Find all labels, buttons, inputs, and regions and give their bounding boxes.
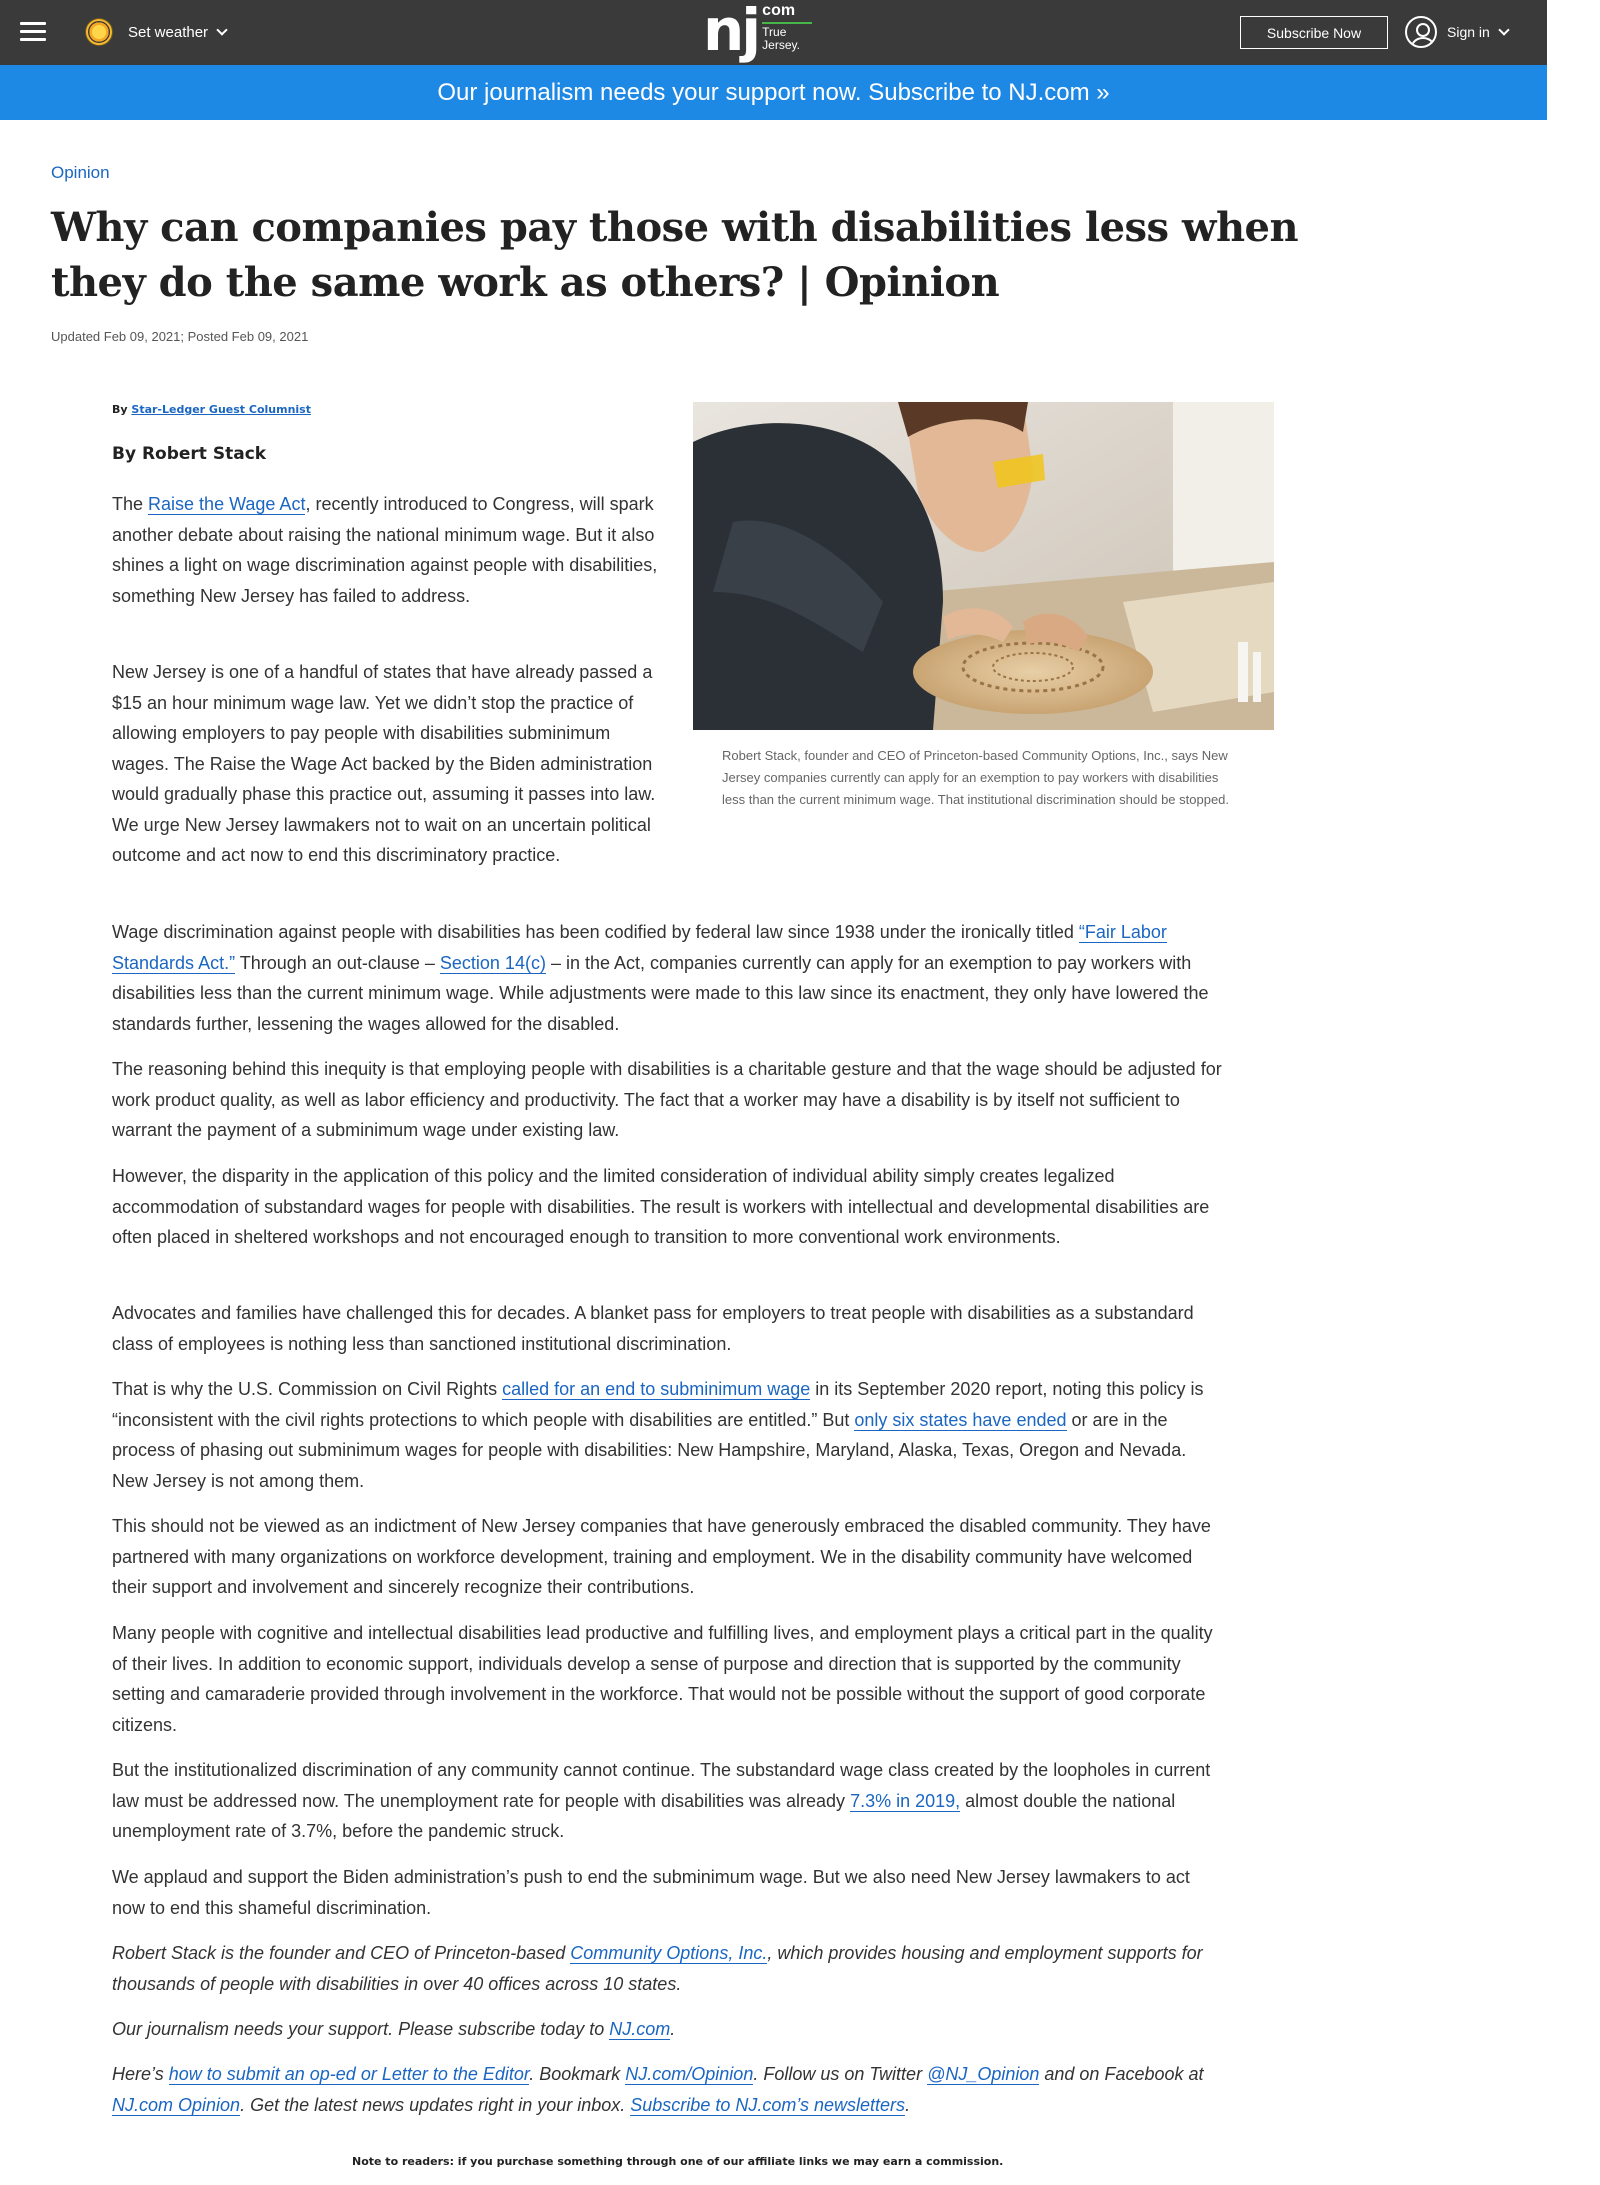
- p3-text-2: Through an out-clause –: [235, 952, 440, 973]
- twitter-handle-link[interactable]: @NJ_Opinion: [927, 2064, 1040, 2084]
- p7-text-1: That is why the U.S. Commission on Civil Rights: [112, 1379, 503, 1399]
- logo-tag-line1: True: [762, 25, 787, 39]
- subscribe-banner[interactable]: Our journalism needs your support now. Subscribe to NJ.com »: [0, 65, 1547, 120]
- newsletters-link[interactable]: Subscribe to NJ.com’s newsletters: [630, 2094, 906, 2115]
- logo-tag-line2: Jersey.: [762, 38, 800, 52]
- paragraph-2: New Jersey is one of a handful of states that have already passed a $15 an hour minimum wage law. Yet we didn’t stop the practice of allowing employers to pay people with disabilities subminimum wages. The Raise the Wage Act backed by the Biden administration would gradually phase this practice out, assuming it passes into law. We urge New Jersey lawmakers not to wait on an uncertain political outcome and act now to end this discriminatory practice.: [112, 662, 656, 865]
- p14-text-3: . Follow us on Twitter: [753, 2064, 928, 2084]
- photo-caption: Robert Stack, founder and CEO of Princeton-based Community Options, Inc., says New Jersey companies currently can apply for an exemption to pay workers with disabilities less than the current minimum wage. That institutional discrimination should be stopped.: [722, 748, 1230, 807]
- paragraph-3: [112, 917, 1222, 1039]
- paragraph-5: However, the disparity in the application of this policy and the limited consideration of individual ability simply creates legalized accommodation of substandard wages for people with disabilities. The result is workers with intellectual and developmental disabilities are often placed in sheltered workshops and not encouraged enough to transition to more conventional work environments.: [112, 1166, 1210, 1247]
- paragraph-4: The reasoning behind this inequity is that employing people with disabilities is a charitable gesture and that the wage should be adjusted for work product quality, as well as labor efficiency and productivity. The fact that a worker may have a disability is by itself not sufficient to warrant the payment of a subminimum wage under existing law.: [112, 1059, 1222, 1140]
- nj-logo[interactable]: [703, 2, 812, 62]
- section-14c-link[interactable]: Section 14(c): [439, 952, 546, 973]
- p7-text-2: in its September 2020 report, noting this policy is “inconsistent with the civil rights protections to which people with disabilities are entitled.” But: [112, 1379, 1204, 1430]
- fair-labor-standards-act-link[interactable]: “Fair Labor Standards Act.”: [112, 922, 1167, 973]
- chevron-down-icon: [1498, 24, 1509, 35]
- p10-text-2: almost double the national unemployment rate of 3.7%, before the pandemic struck.: [112, 1790, 1176, 1841]
- community-options-link[interactable]: Community Options, Inc.: [570, 1943, 768, 1963]
- p3-text-1: Wage discrimination against people with disabilities has been codified by federal law since 1938 under the ironically titled: [112, 922, 1079, 942]
- paragraph-1: [112, 489, 672, 611]
- nj-com-link[interactable]: NJ.com: [609, 2019, 671, 2039]
- p3-text-3: – in the Act, companies currently can apply for an exemption to pay workers with disabilities less than the current minimum wage. While adjustments were made to this law since its enactment, they only have lowered the standards further, lessening the wages allowed for the disabled.: [112, 952, 1209, 1034]
- raise-the-wage-act-link[interactable]: Raise the Wage Act: [148, 494, 306, 514]
- paragraph-8: This should not be viewed as an indictment of New Jersey companies that have generously embraced the disabled community. They have partnered with many organizations on workforce development, training and employment. We in the disability community have welcomed their support and involvement and sincerely recognize their contributions.: [112, 1516, 1211, 1597]
- p14-text-6: .: [905, 2094, 911, 2115]
- logo-com: com: [762, 2, 796, 19]
- sign-in-label: Sign in: [1447, 24, 1490, 40]
- chevron-down-icon: [216, 24, 227, 35]
- paragraph-13: [112, 2014, 1222, 2045]
- p13-text-2: .: [670, 2019, 676, 2039]
- subscribe-now-button[interactable]: Subscribe Now: [1240, 16, 1388, 49]
- paragraph-6: Advocates and families have challenged this for decades. A blanket pass for employers to treat people with disabilities as a substandard class of employees is nothing less than sanctioned institutional discrimination.: [112, 1303, 1194, 1354]
- site-header: [0, 0, 1547, 65]
- p13-text-1: Our journalism needs your support. Please subscribe today to: [112, 2019, 610, 2039]
- p14-text-2: . Bookmark: [529, 2064, 626, 2084]
- paragraph-9: Many people with cognitive and intellectual disabilities lead productive and fulfilling lives, and employment plays a critical part in the quality of their lives. In addition to economic support, individuals develop a sense of purpose and direction that is supported by the community setting and camaraderie provided through involvement in the workforce. That would not be possible without the support of good corporate citizens.: [112, 1623, 1213, 1735]
- paragraph-7: [112, 1374, 1222, 1496]
- author-line: By Robert Stack: [112, 444, 267, 464]
- sun-icon: [86, 19, 112, 45]
- paragraph-14: [112, 2059, 1222, 2120]
- p10-text-1: But the institutionalized discrimination of any community cannot continue. The substandard wage class created by the loopholes in current law must be addressed now. The unemployment rate for people with disabilities was already: [112, 1760, 1211, 1811]
- affiliate-note: Note to readers: if you purchase something through one of our affiliate links we may earn a commission.: [352, 2155, 1004, 2168]
- p7-text-3: or are in the process of phasing out subminimum wages for people with disabilities: New Hampshire, Maryland, Alaska, Texas, Oregon and Nevada. New Jersey is not among them.: [112, 1409, 1187, 1491]
- nj-opinion-bookmark-link[interactable]: NJ.com/Opinion: [625, 2064, 754, 2084]
- logo-tagline: [762, 22, 812, 52]
- byline: [112, 403, 311, 416]
- set-weather-button[interactable]: [86, 18, 226, 46]
- submit-op-ed-link[interactable]: how to submit an op-ed or Letter to the Editor: [168, 2064, 530, 2084]
- article-headline: Why can companies pay those with disabilities less when they do the same work as others? | Opinion: [51, 204, 1299, 306]
- paragraph-10: [112, 1755, 1222, 1847]
- p12-text-1: Robert Stack is the founder and CEO of Princeton-based: [112, 1943, 571, 1963]
- p12-text-2: , which provides housing and employment supports for thousands of people with disabilities in over 40 offices across 10 states.: [112, 1943, 1203, 1994]
- weather-label: Set weather: [128, 23, 209, 41]
- user-icon: [1405, 16, 1437, 48]
- p14-text-1: Here’s: [112, 2064, 169, 2084]
- byline-author-link[interactable]: Star-Ledger Guest Columnist: [131, 403, 311, 416]
- logo-main: nj: [703, 0, 759, 64]
- facebook-link[interactable]: NJ.com Opinion: [112, 2094, 241, 2115]
- paragraph-11: We applaud and support the Biden administration’s push to end the subminimum wage. But we also need New Jersey lawmakers to act now to end this shameful discrimination.: [112, 1867, 1190, 1918]
- called-for-end-link[interactable]: called for an end to subminimum wage: [502, 1379, 811, 1399]
- paragraph-12: [112, 1938, 1222, 1999]
- sign-in-button[interactable]: [1405, 15, 1508, 49]
- byline-prefix: By: [112, 403, 128, 416]
- only-six-states-link[interactable]: only six states have ended: [854, 1409, 1067, 1430]
- p1-text-2: , recently introduced to Congress, will spark another debate about raising the national minimum wage. But it also shines a light on wage discrimination against people with disabilities, something New Jersey has failed to address.: [112, 494, 658, 606]
- article-dates: Updated Feb 09, 2021; Posted Feb 09, 2021: [51, 329, 309, 344]
- p14-text-4: and on Facebook at: [1039, 2064, 1204, 2084]
- unemployment-rate-link[interactable]: 7.3% in 2019,: [850, 1790, 961, 1811]
- p14-text-5: . Get the latest news updates right in your inbox.: [240, 2094, 631, 2115]
- woodcarver-illustration: [693, 402, 1274, 730]
- section-link[interactable]: Opinion: [51, 163, 110, 182]
- menu-icon[interactable]: [20, 22, 46, 42]
- article-photo[interactable]: [693, 402, 1274, 730]
- p1-text-1: The: [112, 494, 149, 514]
